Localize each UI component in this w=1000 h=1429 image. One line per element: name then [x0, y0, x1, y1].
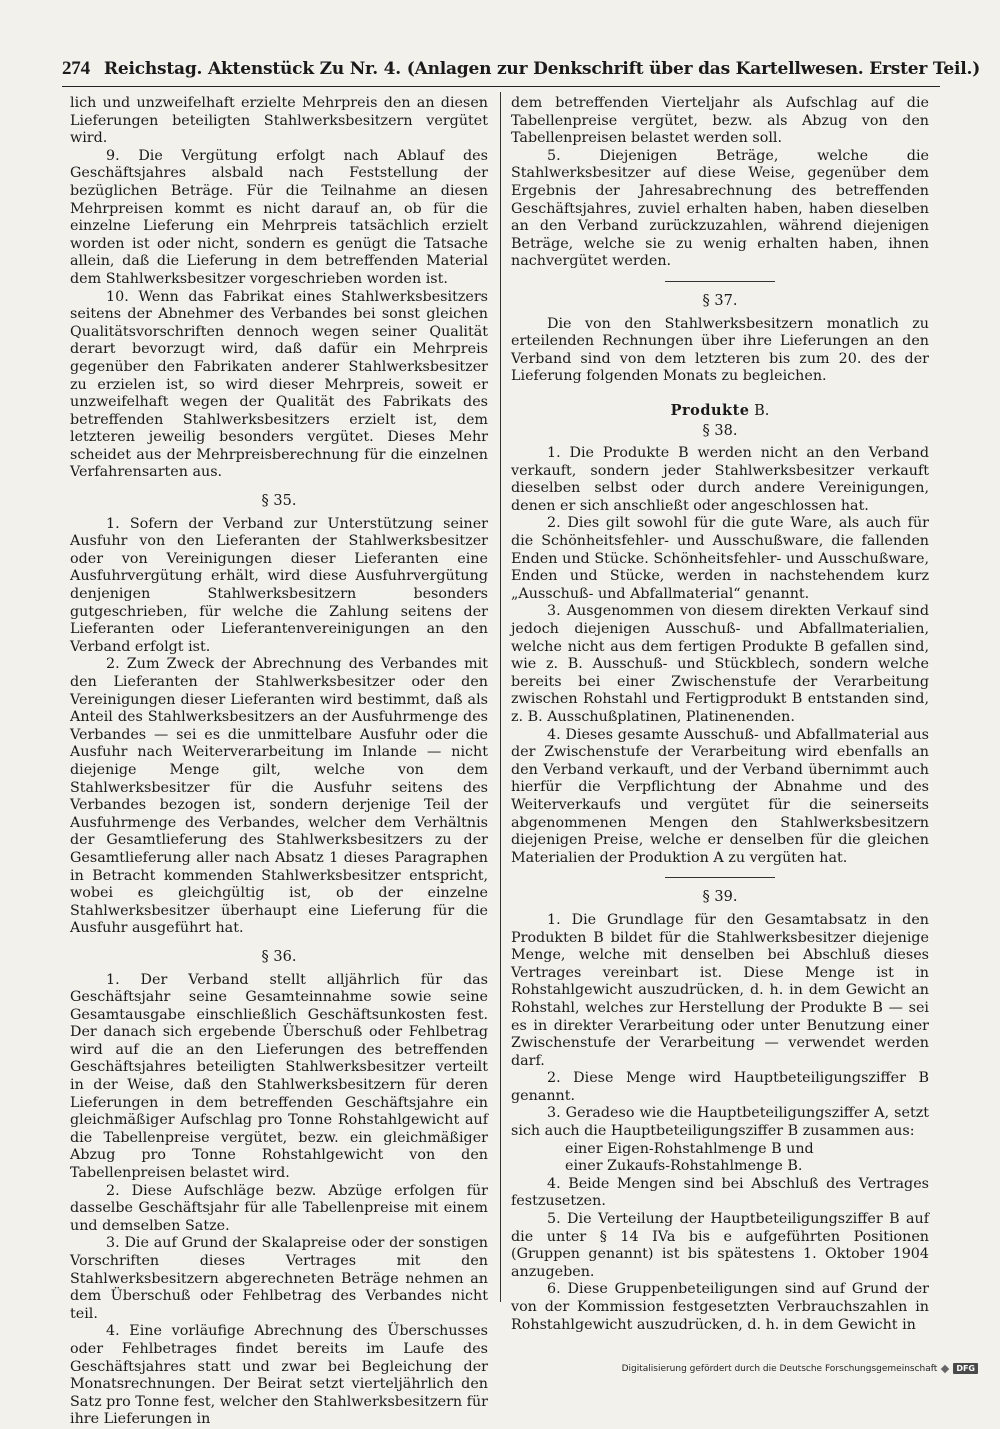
section-heading: § 39.	[702, 889, 738, 906]
right-column	[511, 95, 929, 1334]
paragraph: 6. Diese Gruppenbeteiligungen sind auf Grund der von der Kommission festgesetzten Verbrauchszahlen in Rohstahlgewicht auszudrücken, d. h. in dem Gewicht in	[511, 1281, 929, 1333]
subheading-letter: B.	[749, 402, 770, 419]
paragraph: 1. Sofern der Verband zur Unterstützung seiner Ausfuhr von den Lieferanten der Stahlwerksbesitzer oder von Vereinigungen dieser Lieferanten eine Ausfuhrvergütung erhält, wird diese Ausfuhrvergütung denjenigen Stahlwerksbesitzern besonders gutgeschrieben, für welche die Zahlung seitens der Lieferanten oder Lieferantenvereinigungen an den Verband erfolgt ist.	[70, 515, 488, 655]
section-rule	[665, 281, 775, 282]
running-title: Reichstag. Aktenstück Zu Nr. 4. (Anlagen zur Denkschrift über das Kartellwesen. Erster Teil.)	[103, 59, 981, 79]
list-item: einer Eigen-Rohstahlmenge B und	[565, 1140, 814, 1157]
paragraph: 2. Diese Menge wird Hauptbeteiligungsziffer B genannt.	[511, 1070, 929, 1104]
section-heading: § 38.	[702, 422, 738, 439]
paragraph: 3. Ausgenommen von diesem direkten Verkauf sind jedoch diejenigen Ausschuß- und Abfallmaterialien, welche nicht aus dem fertigen Produkte B gefallen sind, wie z. B. Ausschuß- und Stückblech, sondern welche bereits bei einer Zwischenstufe der Verarbeitung zwischen Rohstahl und Fertigprodukt B entstanden sind, z. B. Ausschußplatinen, Platinenenden.	[511, 603, 929, 725]
paragraph: 1. Der Verband stellt alljährlich für das Geschäftsjahr seine Gesamteinnahme sowie seine Gesamtausgabe einschließlich Geschäftsunkosten fest. Der danach sich ergebende Überschuß oder Fehlbetrag wird auf die an den Lieferungen des betreffenden Geschäftsjahres beteiligten Stahlwerksbesitzer verteilt in der Weise, daß den Stahlwerksbesitzern für deren Lieferungen in dem betreffenden Geschäftsjahre ein gleichmäßiger Aufschlag pro Tonne Rohstahlgewicht auf die Tabellenpreise vergütet, bezw. ein gleichmäßiger Abzug pro Tonne Rohstahlgewicht von den Tabellenpreisen belastet wird.	[70, 971, 488, 1182]
footer-text: Digitalisierung gefördert durch die Deutsche Forschungsgemeinschaft	[621, 1363, 938, 1374]
left-column	[70, 95, 488, 1429]
paragraph: 1. Die Produkte B werden nicht an den Verband verkauft, sondern jeder Stahlwerksbesitzer verkauft dieselben selbst oder durch andere Vereinigungen, denen er sich anschließt oder angeschlossen hat.	[511, 445, 929, 514]
header-rule	[62, 86, 940, 87]
list-item: einer Zukaufs-Rohstahlmenge B.	[565, 1158, 803, 1175]
paragraph: 4. Dieses gesamte Ausschuß- und Abfallmaterial aus der Zwischenstufe der Verarbeitung wird ebenfalls an den Verband verkauft, und der Verband übernimmt auch hierfür die Verpflichtung der Abnahme und des Weiterverkaufs und vergütet für die seinerseits abgenommenen Mengen den Stahlwerksbesitzern diejenigen Preise, welche er denselben für die gleichen Materialien der Produktion A zu vergüten hat.	[511, 726, 929, 866]
paragraph: 2. Zum Zweck der Abrechnung des Verbandes mit den Lieferanten der Stahlwerksbesitzer oder den Vereinigungen dieser Lieferanten wird bestimmt, daß als Anteil des Stahlwerksbesitzers an der Ausfuhrmenge des Verbandes — sei es die unmittelbare Ausfuhr oder die Ausfuhr nach Weiterverarbeitung im Inlande — nicht diejenige Menge gilt, welche von dem Stahlwerksbesitzer für die Ausfuhr seitens des Verbandes bezogen ist, sondern derjenige Teil der Ausfuhrmenge des Verbandes, welcher dem Verhältnis der Gesamtlieferung des Stahlwerksbesitzers zu der Gesamtlieferung aller nach Absatz 1 dieses Paragraphen in Betracht kommenden Stahlwerksbesitzer entspricht, wobei es gleichgültig ist, ob der einzelne Stahlwerksbesitzer überhaupt eine Lieferung für die Ausfuhr ausgeführt hat.	[70, 656, 488, 937]
paragraph: 3. Die auf Grund der Skalapreise oder der sonstigen Vorschriften dieses Vertrages mit den Stahlwerksbesitzern abgerechneten Beträge nehmen an dem Überschuß oder Fehlbetrag des Verbandes nicht teil.	[70, 1235, 488, 1322]
paragraph: 10. Wenn das Fabrikat eines Stahlwerksbesitzers seitens der Abnehmer des Verbandes bei sonst gleichen Qualitätsvorschriften dennoch wegen seiner Qualität derart bevorzugt wird, daß dafür ein Mehrpreis gegenüber den Fabrikaten anderer Stahlwerksbesitzer zu erzielen ist, so wird dieser Mehrpreis, soweit er unzweifelhaft wegen der Qualität des Fabrikats des betreffenden Stahlwerksbesitzers erzielt ist, dem letzteren jeweilig besonders vergütet. Dieses Mehr scheidet aus der Mehrpreisberechnung für die einzelnen Verfahrensarten aus.	[70, 288, 488, 481]
page-header	[62, 58, 981, 80]
subheading-word: Produkte	[670, 401, 750, 419]
column-divider	[500, 92, 501, 1302]
paragraph: dem betreffenden Vierteljahr als Aufschlag auf die Tabellenpreise vergütet, bezw. als Abzug von den Tabellenpreisen belastet werden soll.	[511, 95, 929, 147]
dfg-logo: DFG	[953, 1363, 978, 1374]
paragraph: 5. Die Verteilung der Hauptbeteiligungsziffer B auf die unter § 14 IVa bis e aufgeführten Positionen (Gruppen genannt) ist bis spätestens 1. Oktober 1904 anzugeben.	[511, 1211, 929, 1280]
paragraph: 4. Eine vorläufige Abrechnung des Überschusses oder Fehlbetrages findet bereits im Laufe des Geschäftsjahres statt und zwar bei Begleichung der Monatsrechnungen. Der Beirat setzt vierteljährlich den Satz pro Tonne fest, welcher den Stahlwerksbesitzern für ihre Lieferungen in	[70, 1323, 488, 1428]
paragraph: 2. Diese Aufschläge bezw. Abzüge erfolgen für dasselbe Geschäftsjahr für alle Tabellenpreise mit einem und demselben Satze.	[70, 1182, 488, 1234]
subheading-produkte-b	[511, 402, 929, 421]
paragraph: 2. Dies gilt sowohl für die gute Ware, als auch für die Schönheitsfehler- und Ausschußware, die fallenden Enden und Stücke. Schönheitsfehler- und Ausschußware, Enden und Stücke, werden in nachstehendem kurz „Ausschuß- und Abfallmaterial“ genannt.	[511, 515, 929, 602]
paragraph: 5. Diejenigen Beträge, welche die Stahlwerksbesitzer auf diese Weise, gegenüber dem Ergebnis der Jahresabrechnung des betreffenden Geschäftsjahres, zuviel erhalten haben, haben dieselben an den Verband zurückzuzahlen, während diejenigen Beträge, welche sie zu wenig erhalten haben, ihnen nachvergütet werden.	[511, 147, 929, 270]
paragraph: lich und unzweifelhaft erzielte Mehrpreis den an diesen Lieferungen beteiligten Stahlwerksbesitzern vergütet wird.	[70, 95, 488, 147]
section-heading: § 37.	[702, 292, 738, 309]
paragraph: 4. Beide Mengen sind bei Abschluß des Vertrages festzusetzen.	[511, 1175, 929, 1210]
section-rule	[665, 877, 775, 878]
dfg-logo-icon	[941, 1364, 949, 1372]
paragraph: 3. Geradeso wie die Hauptbeteiligungsziffer A, setzt sich auch die Hauptbeteiligungsziffer B zusammen aus:	[511, 1105, 929, 1140]
footer-credit	[622, 1363, 978, 1374]
page-number: 274	[62, 58, 90, 79]
section-heading: § 36.	[261, 948, 297, 965]
section-heading: § 35.	[261, 493, 297, 510]
paragraph: 1. Die Grundlage für den Gesamtabsatz in den Produkten B bildet für die Stahlwerksbesitzer diejenige Menge, welche mit denselben bei Abschluß dieses Vertrages vereinbart ist. Diese Menge ist in Rohstahlgewicht auszudrücken, d. h. in dem Gewicht an Rohstahl, welches zur Herstellung der Produkte B — sei es in direkter Verarbeitung oder unter Benutzung einer Zwischenstufe der Verarbeitung — verwendet werden darf.	[511, 911, 929, 1069]
paragraph: 9. Die Vergütung erfolgt nach Ablauf des Geschäftsjahres alsbald nach Feststellung der bezüglichen Beträge. Für die Teilnahme an diesen Mehrpreisen kommt es nicht darauf an, ob für die einzelne Lieferung ein Mehrpreis tatsächlich erzielt worden ist oder nicht, sondern es genügt die Tatsache allein, daß die Lieferung in dem betreffenden Material dem Stahlwerksbesitzer vorgeschrieben worden ist.	[70, 147, 488, 287]
paragraph: Die von den Stahlwerksbesitzern monatlich zu erteilenden Rechnungen über ihre Lieferungen an den Verband sind von dem letzteren bis zum 20. des der Lieferung folgenden Monats zu begleichen.	[511, 315, 929, 385]
